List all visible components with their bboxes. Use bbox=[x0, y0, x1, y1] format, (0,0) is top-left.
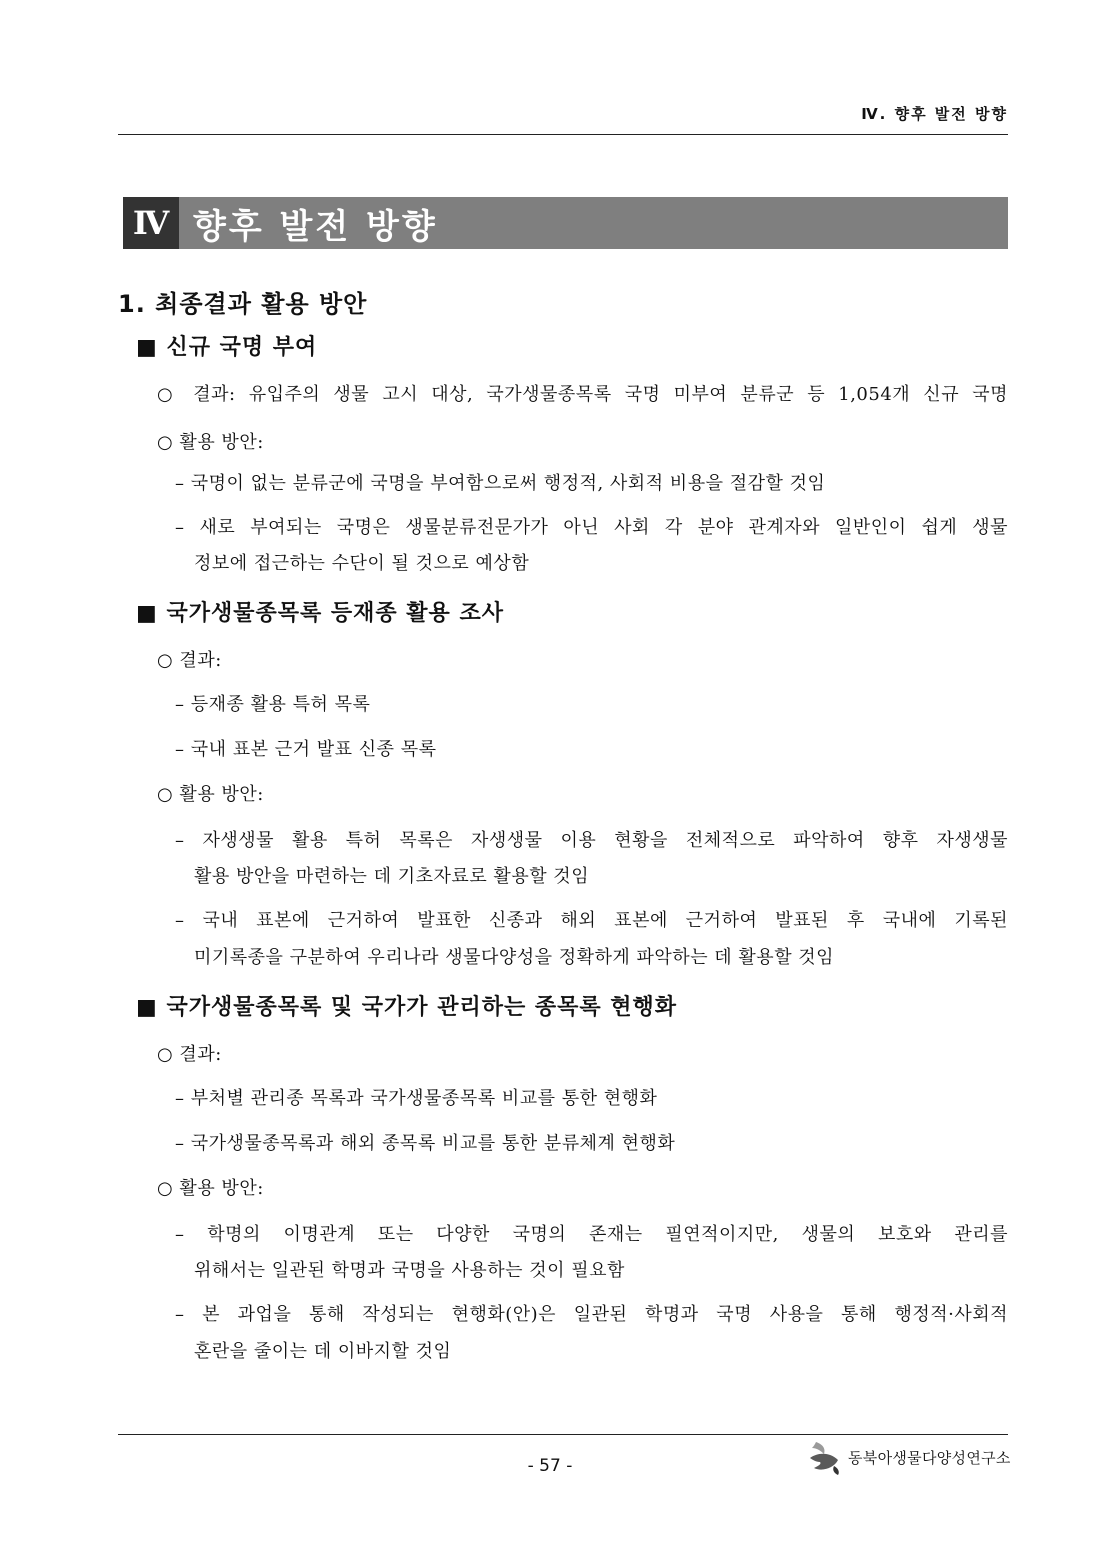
subheading-list-update: ■ 국가생물종목록 및 국가가 관리하는 종목록 현행화 bbox=[136, 995, 678, 1020]
running-header: Ⅳ. 향후 발전 방향 bbox=[861, 105, 1008, 123]
dash-item: – 부처별 관리종 목록과 국가생물종목록 비교를 통한 현행화 bbox=[175, 1088, 658, 1109]
dash-item: – 등재종 활용 특허 목록 bbox=[175, 694, 371, 715]
dash-item: – 본 과업을 통해 작성되는 현행화(안)은 일관된 학명과 국명 사용을 통해 행정적·사회적 bbox=[175, 1304, 1008, 1325]
result-paragraph: ○ 결과: 유입주의 생물 고시 대상, 국가생물종목록 국명 미부여 분류군 등 1,054개 신규 국명 bbox=[157, 384, 1008, 405]
dash-item-continuation: 활용 방안을 마련하는 데 기초자료로 활용할 것임 bbox=[194, 866, 590, 887]
dash-item: – 자생생물 활용 특허 목록은 자생생물 이용 현황을 전체적으로 파악하여 향후 자생생물 bbox=[175, 830, 1008, 851]
chapter-banner bbox=[123, 197, 1008, 249]
dash-item: – 국명이 없는 분류군에 국명을 부여함으로써 행정적, 사회적 비용을 절감할 것임 bbox=[175, 473, 826, 494]
bullet-usage-heading: ○ 활용 방안: bbox=[157, 784, 264, 805]
leaf-logo-icon bbox=[808, 1438, 844, 1476]
chapter-number: Ⅳ bbox=[123, 197, 179, 249]
page-number: - 57 - bbox=[527, 1456, 573, 1476]
dash-item-continuation: 미기록종을 구분하여 우리나라 생물다양성을 정확하게 파악하는 데 활용할 것임 bbox=[194, 947, 835, 968]
dash-item: – 학명의 이명관계 또는 다양한 국명의 존재는 필연적이지만, 생물의 보호와 관리를 bbox=[175, 1224, 1008, 1245]
subheading-registered-species: ■ 국가생물종목록 등재종 활용 조사 bbox=[136, 601, 504, 626]
subheading-new-names: ■ 신규 국명 부여 bbox=[136, 335, 318, 360]
dash-item: – 국내 표본 근거 발표 신종 목록 bbox=[175, 739, 437, 760]
dash-item: – 새로 부여되는 국명은 생물분류전문가가 아닌 사회 각 분야 관계자와 일반인이 쉽게 생물 bbox=[175, 517, 1008, 538]
dash-item: – 국가생물종목록과 해외 종목록 비교를 통한 분류체계 현행화 bbox=[175, 1133, 676, 1154]
institute-logo bbox=[808, 1438, 1011, 1476]
dash-item-continuation: 혼란을 줄이는 데 이바지할 것임 bbox=[194, 1341, 452, 1362]
institute-name: 동북아생물다양성연구소 bbox=[848, 1448, 1011, 1467]
dash-item: – 국내 표본에 근거하여 발표한 신종과 해외 표본에 근거하여 발표된 후 국내에 기록된 bbox=[175, 910, 1008, 931]
header-rule bbox=[118, 134, 1008, 135]
chapter-title: 향후 발전 방향 bbox=[193, 206, 438, 247]
bullet-usage-heading: ○ 활용 방안: bbox=[157, 1178, 264, 1199]
dash-item-continuation: 정보에 접근하는 수단이 될 것으로 예상함 bbox=[194, 553, 530, 574]
bullet-result-heading: ○ 결과: bbox=[157, 650, 222, 671]
footer-rule bbox=[118, 1434, 1008, 1435]
section-title: 1. 최종결과 활용 방안 bbox=[118, 290, 368, 318]
dash-item-continuation: 위해서는 일관된 학명과 국명을 사용하는 것이 필요함 bbox=[194, 1260, 625, 1281]
bullet-result-heading: ○ 결과: bbox=[157, 1044, 222, 1065]
bullet-usage-heading: ○ 활용 방안: bbox=[157, 432, 264, 453]
